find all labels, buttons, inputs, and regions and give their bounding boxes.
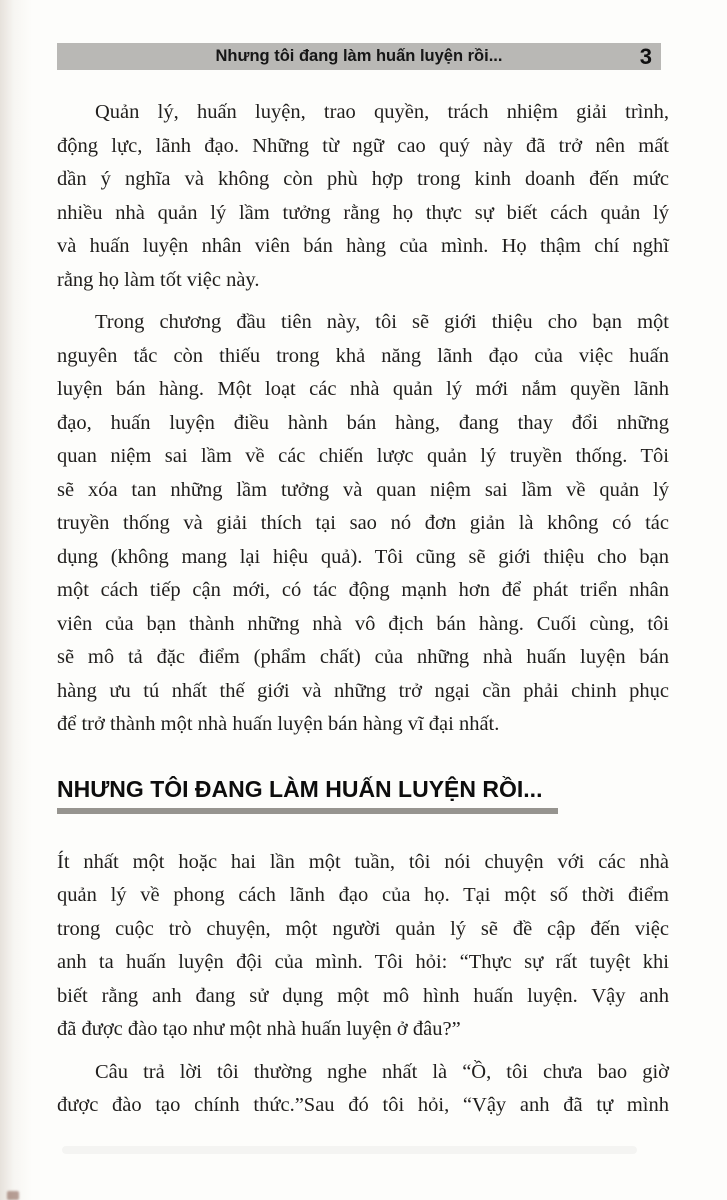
text-line: sẽ mô tả đặc điểm (phẩm chất) của những nhà huấn luyện bán — [57, 646, 669, 668]
text-line: Trong chương đầu tiên này, tôi sẽ giới thiệu cho bạn một — [95, 311, 669, 333]
text-line: hàng ưu tú nhất thế giới và những trở ngại cần phải chinh phục — [57, 679, 669, 702]
text-line: đã được đào tạo như một nhà huấn luyện ở đâu?” — [57, 1018, 461, 1040]
text-line: một cách tiếp cận mới, có tác động mạnh hơn để phát triển nhân — [57, 579, 669, 601]
text-line: trong cuộc trò chuyện, một người quản lý sẽ đề cập đến việc — [57, 917, 669, 940]
paragraph — [57, 846, 669, 1047]
text-line: quản lý về phong cách lãnh đạo của họ. Tại một số thời điểm — [57, 884, 669, 906]
text-line: sẽ xóa tan những lầm tưởng và quan niệm sai lầm về quản lý — [57, 478, 669, 501]
text-line: Ít nhất một hoặc hai lần một tuần, tôi nói chuyện với các nhà — [57, 850, 669, 873]
text-line: để trở thành một nhà huấn luyện bán hàng vĩ đại nhất. — [57, 713, 500, 735]
text-line: biết rằng anh đang sử dụng một mô hình huấn luyện. Vậy anh — [57, 984, 669, 1007]
text-line: dụng (không mang lại hiệu quả). Tôi cũng sẽ giới thiệu cho bạn — [57, 545, 669, 568]
text-line: nhiều nhà quản lý lầm tưởng rằng họ thực sự biết cách quản lý — [57, 201, 669, 224]
text-line: nguyên tắc còn thiếu trong khả năng lãnh đạo của việc huấn — [57, 344, 669, 367]
text-line: và huấn luyện nhân viên bán hàng của mình. Họ thậm chí nghĩ — [57, 235, 669, 257]
text-line: viên của bạn thành những nhà vô địch bán hàng. Cuối cùng, tôi — [57, 612, 669, 635]
corner-mark — [7, 1191, 19, 1200]
text-line: đạo, huấn luyện điều hành bán hàng, đang thay đổi những — [57, 411, 669, 434]
text-line: rằng họ làm tốt việc này. — [57, 268, 260, 291]
footer-smudge — [62, 1146, 637, 1154]
section-paragraphs — [57, 846, 669, 1123]
page-number: 3 — [639, 44, 652, 69]
text-line: anh ta huấn luyện đội của mình. Tôi hỏi: “Thực sự rất tuyệt khi — [57, 951, 669, 973]
running-header — [57, 43, 661, 70]
page-gutter-shade — [0, 0, 34, 1200]
text-line: dần ý nghĩa và không còn phù hợp trong kinh doanh đến mức — [57, 168, 669, 190]
text-line: quan niệm sai lầm về các chiến lược quản lý truyền thống. Tôi — [57, 445, 669, 467]
running-header-title: Nhưng tôi đang làm huấn luyện rồi... — [215, 47, 503, 65]
section-heading-block — [57, 776, 669, 814]
text-line: truyền thống và giải thích tại sao nó đơn giản là không có tác — [57, 512, 669, 534]
paragraph — [57, 1056, 669, 1123]
text-line: Quản lý, huấn luyện, trao quyền, trách nhiệm giải trình, — [95, 101, 669, 123]
text-line: Câu trả lời tôi thường nghe nhất là “Ồ, tôi chưa bao giờ — [95, 1060, 669, 1083]
section-heading: NHƯNG TÔI ĐANG LÀM HUẤN LUYỆN RỒI... — [57, 775, 543, 802]
text-line: luyện bán hàng. Một loạt các nhà quản lý mới nắm quyền lãnh — [57, 378, 669, 400]
intro-paragraphs — [57, 96, 669, 742]
paragraph — [57, 306, 669, 742]
text-line: động lực, lãnh đạo. Những từ ngữ cao quý này đã trở nên mất — [57, 134, 669, 157]
paragraph — [57, 96, 669, 297]
text-line: được đào tạo chính thức.”Sau đó tôi hỏi, “Vậy anh đã tự mình — [57, 1094, 669, 1116]
page-body — [57, 96, 669, 1123]
section-heading-rule — [57, 808, 558, 814]
